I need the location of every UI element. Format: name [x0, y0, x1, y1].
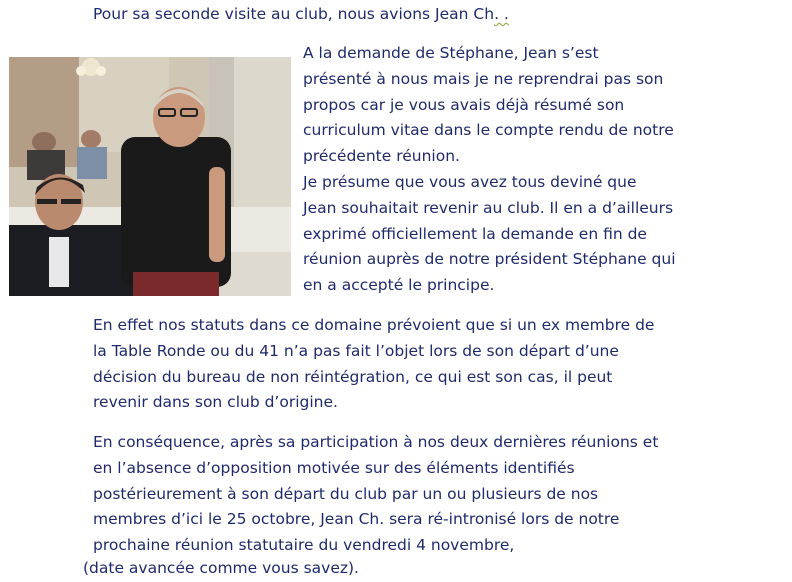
paragraph2-line: décision du bureau de non réintégration, ce qui est son cas, il peut [93, 368, 613, 386]
paragraph1-line: Je présume que vous avez tous deviné que [303, 173, 637, 191]
paragraph1-line: exprimé officiellement la demande en fin de [303, 225, 647, 243]
paragraph1-line: en a accepté le principe. [303, 276, 495, 294]
intro-text: Pour sa seconde visite au club, nous avions Jean Ch [93, 5, 495, 23]
paragraph3-line: membres d’ici le 25 octobre, Jean Ch. sera ré-intronisé lors de notre [93, 510, 620, 528]
paragraph1-line: A la demande de Stéphane, Jean s’est [303, 44, 599, 62]
paragraph2-line: la Table Ronde ou du 41 n’a pas fait l’objet lors de son départ d’une [93, 342, 619, 360]
paragraph3-line: (date avancée comme vous savez). [83, 559, 359, 577]
paragraph3-line: en l’absence d’opposition motivée sur des éléments identifiés [93, 459, 575, 477]
paragraph1-line: Jean souhaitait revenir au club. Il en a d’ailleurs [303, 199, 674, 217]
meeting-photo [9, 57, 291, 296]
paragraph1-line: présenté à nous mais je ne reprendrai pas son [303, 70, 664, 88]
intro-line [93, 2, 509, 28]
paragraph1-line: propos car je vous avais déjà résumé son [303, 96, 625, 114]
paragraph2-line: revenir dans son club d’origine. [93, 393, 338, 411]
paragraph3-line: prochaine réunion statutaire du vendredi 4 novembre, [93, 536, 515, 554]
spellcheck-marked-text: . . [494, 5, 509, 23]
paragraph1-line: curriculum vitae dans le compte rendu de notre [303, 121, 674, 139]
paragraph1-line: réunion auprès de notre président Stéphane qui [303, 250, 676, 268]
paragraph3-line: En conséquence, après sa participation à nos deux dernières réunions et [93, 433, 659, 451]
paragraph2-line: En effet nos statuts dans ce domaine prévoient que si un ex membre de [93, 316, 655, 334]
paragraph1-line: précédente réunion. [303, 147, 460, 165]
paragraph3-line: postérieurement à son départ du club par un ou plusieurs de nos [93, 485, 599, 503]
